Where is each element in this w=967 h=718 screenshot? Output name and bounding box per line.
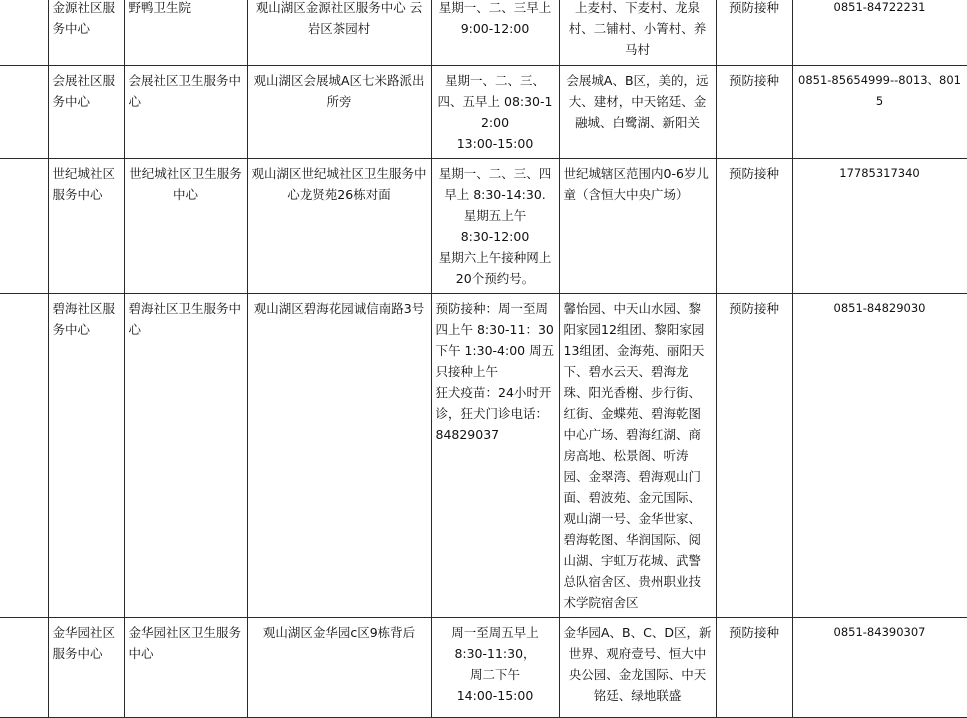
area-cell: 上麦村、下麦村、龙泉村、二铺村、小箐村、养马村 (559, 0, 716, 66)
center-name-cell: 会展社区服务中心 (48, 66, 124, 159)
time-cell (431, 159, 559, 294)
phone-cell: 0851-84390307 (792, 618, 967, 718)
area-cell: 馨怡园、中天山水园、黎阳家园12组团、黎阳家园13组团、金海苑、丽阳天下、碧水云天、碧海龙珠、阳光香榭、步行街、红街、金蝶苑、碧海乾图中心广场、碧海红湖、商房高地、松景阁、听涛园、金翠湾、碧海观山门面、碧波苑、金元国际、观山湖一号、金华世家、碧海乾图、华润国际、阅山湖、宇虹万花城、武警总队宿舍区、贵州职业技术学院宿舍区 (559, 294, 716, 618)
center-name-cell: 世纪城社区服务中心 (48, 159, 124, 294)
phone-cell: 17785317340 (792, 159, 967, 294)
unit-name-cell: 会展社区卫生服务中心 (124, 66, 247, 159)
time-line: 狂犬疫苗：24小时开诊，狂犬门诊电话：84829037 (435, 385, 552, 442)
time-cell (431, 294, 559, 618)
blank-cell (0, 66, 48, 159)
service-cell: 预防接种 (716, 618, 792, 718)
area-cell: 会展城A、B区，美的，远大、建材，中天铭廷、金融城、白鹭湖、新阳关 (559, 66, 716, 159)
blank-cell (0, 294, 48, 618)
center-name-cell: 碧海社区服务中心 (48, 294, 124, 618)
service-cell: 预防接种 (716, 0, 792, 66)
service-cell: 预防接种 (716, 159, 792, 294)
unit-name-cell: 世纪城社区卫生服务中心 (124, 159, 247, 294)
address-cell: 观山湖区世纪城社区卫生服务中心龙贤苑26栋对面 (247, 159, 431, 294)
unit-name-cell: 野鸭卫生院 (124, 0, 247, 66)
time-line: 周一至周五早上 (451, 625, 539, 640)
time-line: 星期一、二、三早上 (438, 0, 552, 15)
phone-cell: 0851-84722231 (792, 0, 967, 66)
service-cell: 预防接种 (716, 294, 792, 618)
time-line: 14:00-15:00 (456, 688, 534, 703)
address-cell: 观山湖区碧海花园诚信南路3号 (247, 294, 431, 618)
time-line: 星期一、二、三、四早上 8:30-14:30. (438, 166, 552, 202)
time-line: 8:30-12:00 (460, 229, 530, 244)
time-cell (431, 0, 559, 66)
time-line: 9:00-12:00 (460, 21, 530, 36)
service-cell: 预防接种 (716, 66, 792, 159)
table-row (0, 159, 967, 294)
blank-cell (0, 0, 48, 66)
table-row (0, 294, 967, 618)
center-name-cell: 金源社区服务中心 (48, 0, 124, 66)
address-cell: 观山湖区会展城A区七米路派出所旁 (247, 66, 431, 159)
area-cell: 世纪城辖区范围内0-6岁儿童（含恒大中央广场） (559, 159, 716, 294)
time-line: 13:00-15:00 (456, 136, 534, 151)
unit-name-cell: 碧海社区卫生服务中心 (124, 294, 247, 618)
time-line: 星期一、二、三、四、五早上 08:30-12:00 (437, 73, 553, 130)
time-line: 8:30-11:30， (454, 646, 536, 661)
table-row (0, 0, 967, 66)
table-row (0, 66, 967, 159)
area-cell: 金华园A、B、C、D区，新世界、观府壹号、恒大中央公园、金龙国际、中天铭廷、绿地联盛 (559, 618, 716, 718)
unit-name-cell: 金华园社区卫生服务中心 (124, 618, 247, 718)
center-name-cell: 金华园社区服务中心 (48, 618, 124, 718)
address-cell: 观山湖区金华园c区9栋背后 (247, 618, 431, 718)
blank-cell (0, 159, 48, 294)
time-line: 周二下午 (469, 667, 520, 682)
time-line: 星期五上午 (463, 208, 527, 223)
time-line: 预防接种：周一至周四上午 8:30-11：30 下午 1:30-4:00 周五只接种上午 (435, 301, 555, 379)
phone-cell: 0851-85654999--8013、8015 (792, 66, 967, 159)
time-line: 星期六上午接种网上20个预约号。 (438, 250, 552, 286)
phone-cell: 0851-84829030 (792, 294, 967, 618)
address-cell: 观山湖区金源社区服务中心 云岩区茶园村 (247, 0, 431, 66)
time-cell (431, 66, 559, 159)
